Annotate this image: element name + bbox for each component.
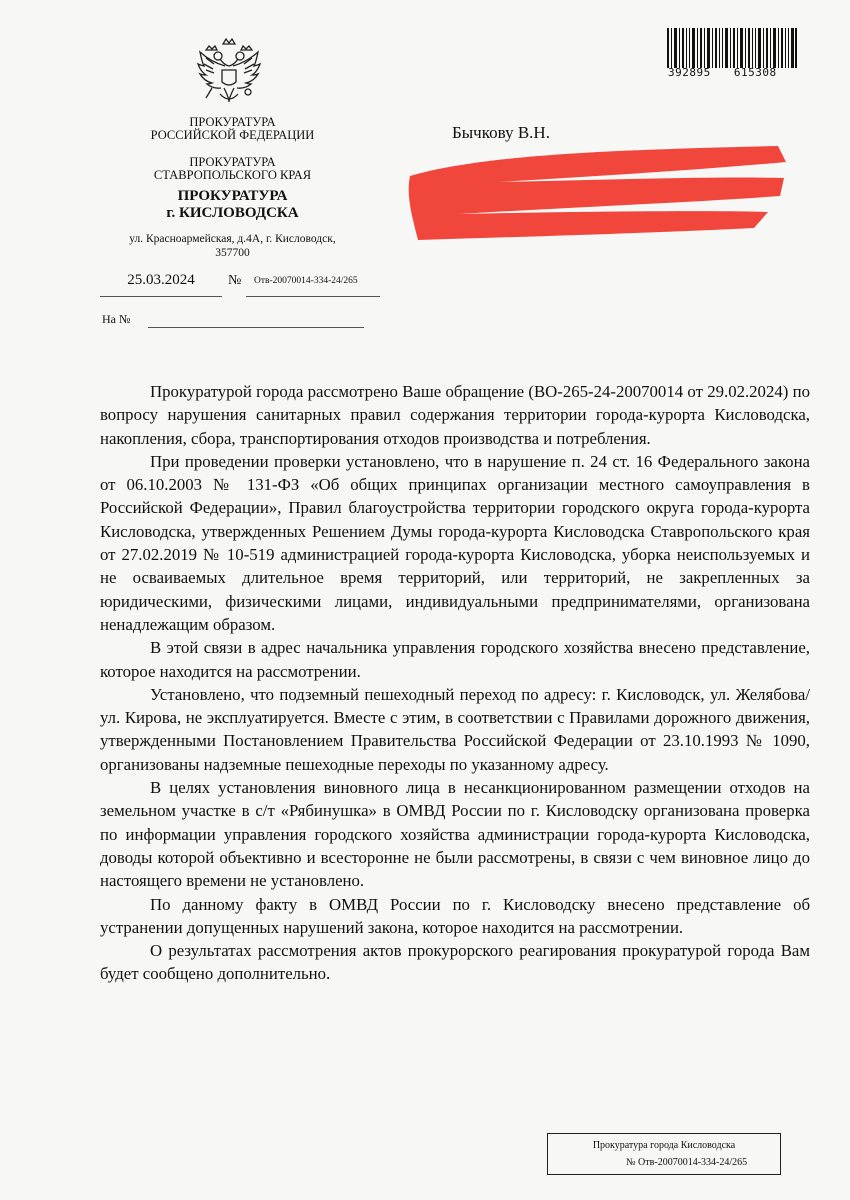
coat-of-arms-emblem (192, 36, 266, 110)
barcode-numbers (668, 66, 798, 79)
body-paragraph: В этой связи в адрес начальника управления городского хозяйства внесено представление, которое находится на рассмотрении. (100, 638, 810, 681)
outgoing-number: Отв-20070014-334-24/265 (254, 276, 358, 286)
header-line: г. КИСЛОВОДСКА (166, 205, 299, 221)
body-paragraph: При проведении проверки установлено, что в нарушение п. 24 ст. 16 Федерального закона от 06.10.2003 № 131-ФЗ «Об общих принципах организации местного самоуправления в Российской Федерации», Правил благоустройства территории городского округа города-курорта Кисловодска, утвержденных Решением Думы города-курорта Кисловодска Ставропольского края от 27.02.2019 № 10-519 администрацией города-курорта Кисловодска, уборка неиспользуемых и не осваиваемых длительное время территорий, или территорий, не закрепленных за юридическими, физическими лицами, индивидуальными предпринимателями, организована ненадлежащим образом. (100, 451, 810, 634)
body-paragraph: Прокуратурой города рассмотрено Ваше обращение (ВО-265-24-20070014 от 29.02.2024) по вопросу нарушения санитарных правил содержания территории города-курорта Кисловодска, накопления, сбора, транспортирования отходов производства и потребления. (100, 382, 810, 448)
header-prosecutor-kislovodsk (100, 188, 365, 222)
header-prosecutor-stavropol (100, 156, 365, 182)
redaction-scribble (398, 136, 790, 242)
stamp-number-sign: № (626, 1157, 636, 1168)
letter-date: 25.03.2024 (127, 272, 195, 288)
address-line: 357700 (215, 247, 250, 259)
addressee-name: Бычкову В.Н. (452, 123, 550, 142)
address-line: ул. Красноармейская, д.4А, г. Кисловодск, (129, 233, 336, 245)
sender-address (100, 232, 365, 260)
barcode-left-number: 392895 (668, 66, 711, 79)
header-line: ПРОКУРАТУРА (177, 188, 288, 204)
stamp-number: Отв-20070014-334-24/265 (638, 1157, 748, 1168)
letter-body (100, 380, 810, 986)
body-paragraph: О результатах рассмотрения актов прокурорского реагирования прокуратурой города Вам будет сообщено дополнительно. (100, 941, 810, 984)
header-line: ПРОКУРАТУРА (189, 115, 276, 129)
body-paragraph: Установлено, что подземный пешеходный переход по адресу: г. Кисловодск, ул. Желябова/ул. Кирова, не эксплуатируется. Вместе с этим, в соответствии с Правилами дорожного движения, утвержденными Постановлением Правительства Российской Федерации от 23.10.1993 № 1090, организованы надземные пешеходные переходы по указанному адресу. (100, 684, 810, 774)
number-underline (246, 296, 380, 297)
stamp-number-line (626, 1157, 747, 1168)
reply-to-label: На № (102, 312, 131, 326)
body-paragraph: По данному факту в ОМВД России по г. Кисловодску внесено представление об устранении допущенных нарушений закона, которое находится на рассмотрении. (100, 894, 810, 937)
reply-to-underline (148, 327, 364, 328)
header-prosecutor-russia (100, 116, 365, 142)
barcode-right-number: 615308 (733, 66, 777, 79)
date-underline (100, 296, 222, 297)
body-paragraph: В целях установления виновного лица в несанкционированном размещении отходов на земельном участке в с/т «Рябинушка» в ОМВД России по г. Кисловодску организована проверка по информации управления городского хозяйства администрации города-курорта Кисловодска, доводы которой объективно и всесторонне не были рассмотрены, в связи с чем виновное лицо до настоящего времени не установлено. (100, 778, 810, 891)
header-line: СТАВРОПОЛЬСКОГО КРАЯ (153, 168, 312, 182)
header-line: РОССИЙСКОЙ ФЕДЕРАЦИИ (150, 128, 315, 142)
barcode (667, 28, 797, 68)
registration-stamp (547, 1133, 781, 1175)
number-sign: № (228, 273, 242, 288)
header-line: ПРОКУРАТУРА (189, 155, 276, 169)
stamp-title: Прокуратура города Кисловодска (592, 1140, 736, 1151)
